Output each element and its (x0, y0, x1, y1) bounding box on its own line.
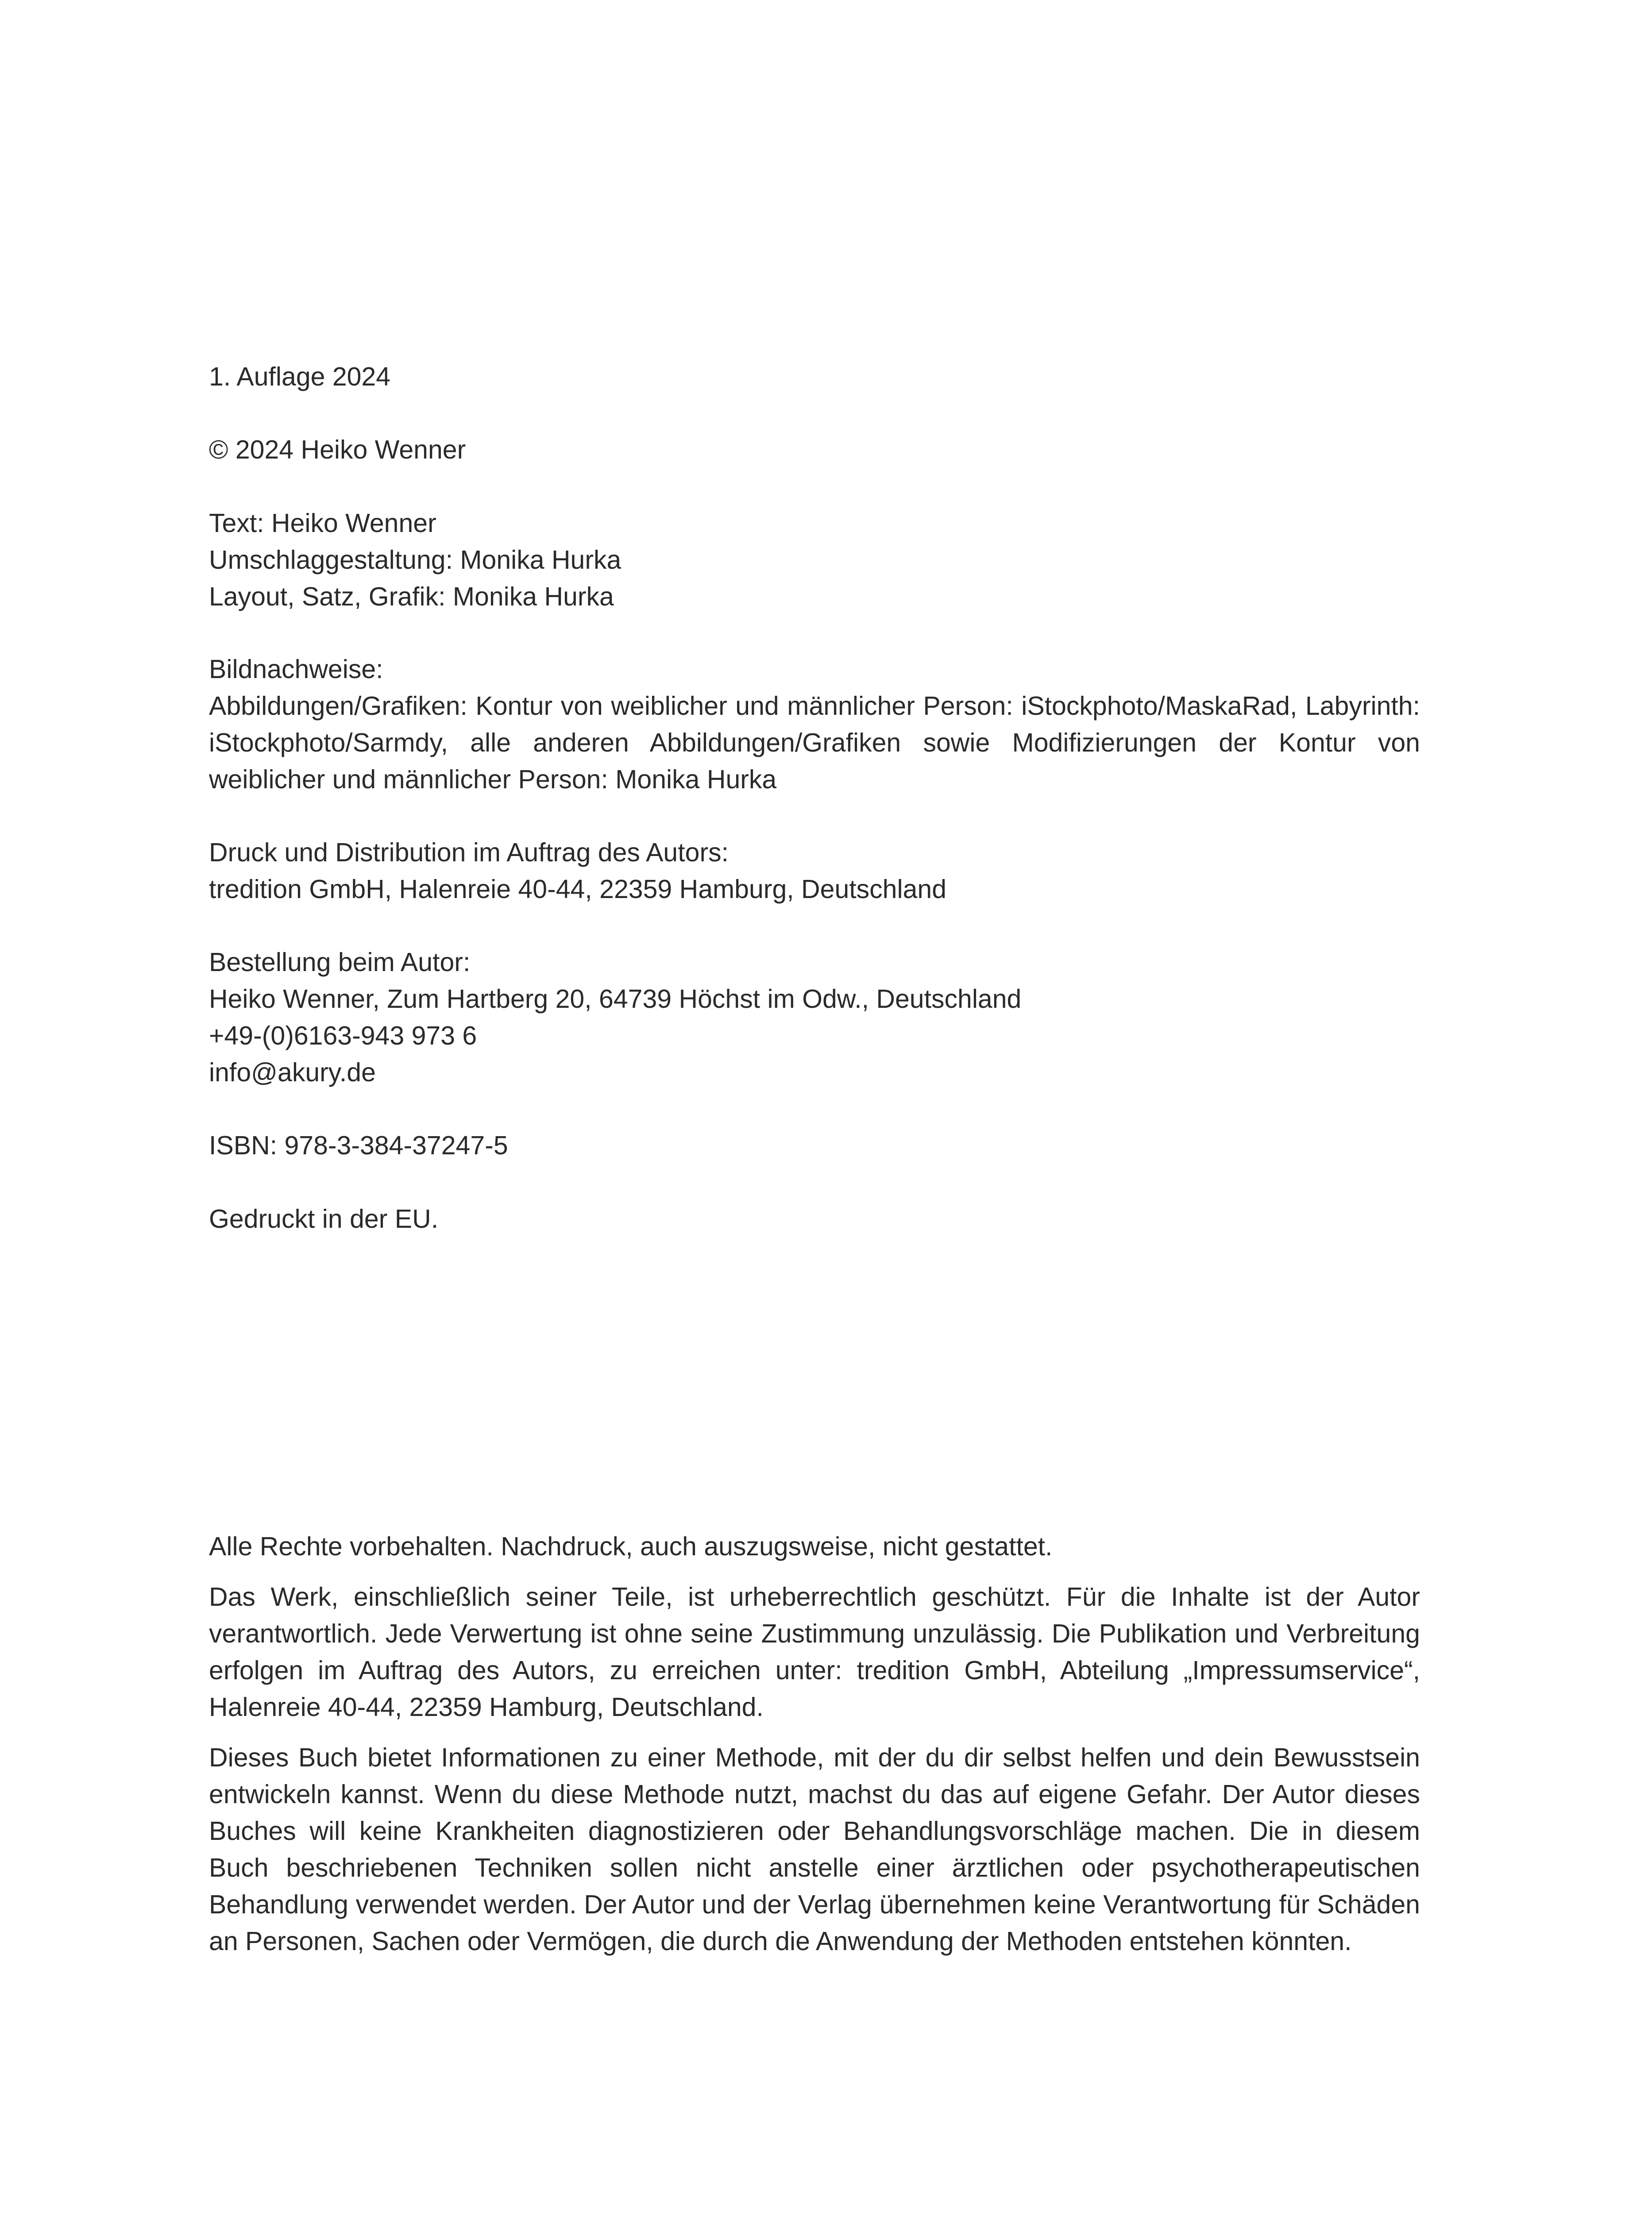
copyright-line (209, 432, 1420, 468)
credit-text: Text: Heiko Wenner (209, 509, 436, 538)
image-credits-body: Abbildungen/Grafiken: Kontur von weiblicher und männlicher Person: iStockphoto/MaskaRad, Labyrinth: iStockphoto/Sarmdy, alle anderen Abbildungen/Grafiken sowie Modifizierungen der Kontur von weiblicher und männlicher Person: Monika Hurka (209, 691, 1420, 794)
order-email: info@akury.de (209, 1058, 376, 1087)
credit-layout: Layout, Satz, Grafik: Monika Hurka (209, 582, 614, 611)
copyright: © 2024 Heiko Wenner (209, 435, 466, 464)
printed-line (209, 1201, 1420, 1238)
image-credits-heading: Bildnachweise: (209, 655, 383, 684)
credit-cover: Umschlaggestaltung: Monika Hurka (209, 545, 621, 574)
edition-line (209, 359, 1420, 395)
isbn: ISBN: 978-3-384-37247-5 (209, 1131, 508, 1160)
distribution-section (209, 834, 1420, 908)
order-address: Heiko Wenner, Zum Hartberg 20, 64739 Höchst im Odw., Deutschland (209, 984, 1022, 1014)
edition: 1. Auflage 2024 (209, 362, 391, 391)
image-credits-section (209, 651, 1420, 798)
order-heading: Bestellung beim Autor: (209, 948, 471, 977)
distribution-heading: Druck und Distribution im Auftrag des Autors: (209, 838, 729, 867)
order-phone: +49-(0)6163-943 973 6 (209, 1021, 477, 1050)
distribution-address: tredition GmbH, Halenreie 40-44, 22359 Hamburg, Deutschland (209, 875, 947, 904)
disclaimer: Dieses Buch bietet Informationen zu einer Methode, mit der du dir selbst helfen und dein Bewusstsein entwickeln kannst. Wenn du diese Methode nutzt, machst du das auf eigene Gefahr. Der Autor dieses Buches will keine Krankheiten diagnostizieren oder Behandlungsvorschläge machen. Die in diesem Buch beschriebenen Techniken sollen nicht anstelle einer ärztlichen oder psychotherapeutischen Behandlung verwendet werden. Der Autor und der Verlag übernehmen keine Verantwortung für Schäden an Personen, Sachen oder Vermögen, die durch die Anwendung der Methoden entstehen könnten. (209, 1743, 1420, 1956)
isbn-line (209, 1127, 1420, 1164)
legal-section (209, 1528, 1420, 1974)
credits-section (209, 505, 1420, 615)
rights-notice: Alle Rechte vorbehalten. Nachdruck, auch auszugsweise, nicht gestattet. (209, 1532, 1053, 1561)
printed-in: Gedruckt in der EU. (209, 1204, 439, 1234)
copyright-notice: Das Werk, einschließlich seiner Teile, ist urheberrechtlich geschützt. Für die Inhalte ist der Autor verantwortlich. Jede Verwertung ist ohne seine Zustimmung unzulässig. Die Publikation und Verbreitung erfolgen im Auftrag des Autors, zu erreichen unter: tredition GmbH, Abteilung „Impressumservice“, Halenreie 40-44, 22359 Hamburg, Deutschland. (209, 1582, 1420, 1722)
order-section (209, 944, 1420, 1091)
